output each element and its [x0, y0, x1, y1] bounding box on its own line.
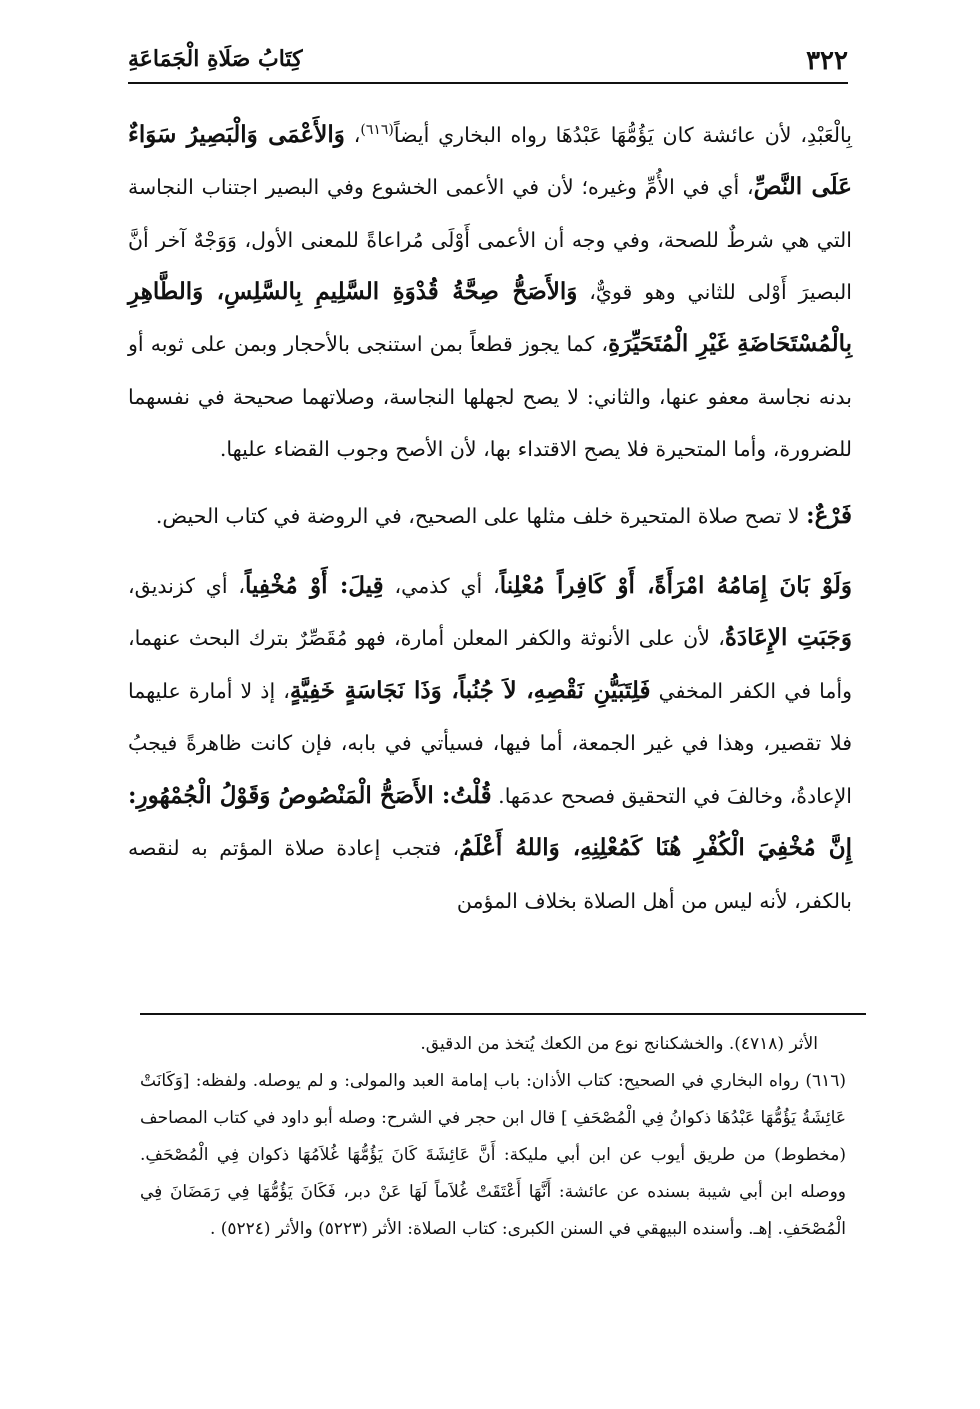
footnote-616: (٦١٦) رواه البخاري في الصحيح: كتاب الأذان: باب إمامة العبد والمولى: و لم يوصله. ولفظه: [وَكَانَتْ عَائِشَةُ يَؤُمُّهَا عَبْدُهَا ذكوانُ فِي الْمُصْحَفِ ] قال ابن حجر في الشرح: وصله أبو داود في كتاب المصاحف (مخطوط) من طريق أيوب عن ابن أبي مليكة: أَنَّ عَائِشَةَ كَانَ يَؤُمُّهَا غُلاَمُهَا ذكوان فِي الْمُصْحَفِ. ووصله ابن أبي شيبة بسنده عن عائشة: أَنَّهَا أَعْتَقَتْ غُلاَماً لَهَا عَنْ دبر، فَكَانَ يَؤُمُّهَا فِي رَمَضَانَ فِي الْمُصْحَفِ. إهـ. وأسنده البيهقي في السنن الكبرى: كتاب الصلاة: الأثر (٥٢٢٣) والأثر (٥٢٢٤) .	[140, 1071, 846, 1239]
footnote-ref: (٦١٦)	[360, 122, 394, 138]
footnote-continuation: الأثر (٤٧١٨). والخشكنانج نوع من الكعك يُتخذ من الدقيق.	[420, 1034, 818, 1054]
text-run: ،	[344, 122, 361, 147]
text-run: لا تصح صلاة المتحيرة خلف مثلها على الصحيح، في الروضة في كتاب الحيض.	[155, 503, 807, 528]
text-run: ، فتجب إعادة صلاة المؤتم به لنقصه بالكفر، لأنه ليس من أهل الصلاة بخلاف المؤمن	[128, 836, 852, 913]
far-label: فَرْعٌ:	[806, 501, 852, 529]
page-number: ٣٢٢	[806, 46, 848, 76]
paragraph-2	[128, 490, 852, 542]
text-run: ، أي كذمي،	[383, 574, 500, 599]
matn-run: فَلِتَبَيُّنِ نَقْصِهِ، لاَ جُنُباً، وَذَا نَجَاسَةٍ خَفِيَّةٍ	[289, 676, 651, 704]
text-run: ، أي في الأُمِّ وغيره؛ لأن في الأعمى الخشوع وفي البصير اجتناب النجاسة التي هي شرطٌ للصحة، وفي وجه أن الأعمى أَوْلَى مُراعاةً للمعنى الأول، وَوَجْهٌ آخر أنَّ البصيرَ أَوْلى للثاني وهو قويٌّ،	[128, 175, 852, 305]
text-run: ، أي كزنديق،	[128, 574, 245, 599]
footnote-rule	[140, 1013, 866, 1015]
text-run: بِالْعَبْدِ، لأن عائشة كان يَؤُمُّهَا عَبْدُهَا رواه البخاري أيضاً	[393, 122, 852, 147]
text-run: ، كما يجوز قطعاً بمن استنجى بالأحجار وبمن على ثوبه أو بدنه نجاسة معفو عنها، والثاني: لا يصح لجهلها النجاسة، وصلاتهما صحيحة في نفسهما للضرورة، وأما المتحيرة فلا يصح الاقتداء بها، لأن الأصح وجوب القضاء عليها.	[128, 332, 852, 462]
paragraph-3	[128, 560, 852, 927]
matn-run: وَالأَعْمَى وَالْبَصِيرُ سَوَاءٌ عَلَى النَّصِّ	[128, 120, 852, 201]
header-rule	[128, 82, 848, 84]
matn-run: قِيلَ: أَوْ مُخْفِياً	[244, 572, 384, 600]
matn-run: وَلَوْ بَانَ إِمَامُهُ امْرَأَةً، أَوْ كَافِراً مُعْلِناً	[499, 572, 852, 600]
matn-run: وَجَبَتِ الإِعَادَةُ	[724, 624, 852, 652]
matn-run: وَالأَصَحُّ صِحَّةُ قُدْوَةِ السَّلِيمِ بِالسَّلِسِ، وَالطَّاهِرِ بِالْمُسْتَحَاضَةِ غَيْرِ الْمُتَحَيِّرَةِ	[128, 278, 852, 358]
matn-run: قُلْتُ: الأَصَحُّ الْمَنْصُوصُ وَقَوْلُ الْجُمْهُورِ: إِنَّ مُخْفِيَ الْكُفْرِ هُنَا كَمُعْلِنِهِ، وَاللهُ أَعْلَمُ	[128, 781, 853, 862]
paragraph-1	[128, 104, 852, 476]
page-header	[128, 46, 848, 86]
footnotes	[140, 1026, 846, 1248]
text-run: ، إذ لا أمارة عليهما فلا تقصير، وهذا في غير الجمعة، أما فيها، فسيأتي في بابه، فإن كانت ظاهرةً فيجبُ الإعادةُ، وخالفَ في التحقيق فصحح عدمَها.	[128, 678, 852, 808]
main-text	[128, 104, 852, 927]
text-run: ، لأن على الأنوثة والكفر المعلن أمارة، فهو مُقَصِّرٌ بترك البحث عنهما، وأما في الكفر المخفي	[128, 626, 853, 703]
running-title: كِتَابُ صَلَاةِ الْجَمَاعَةِ	[128, 46, 303, 72]
